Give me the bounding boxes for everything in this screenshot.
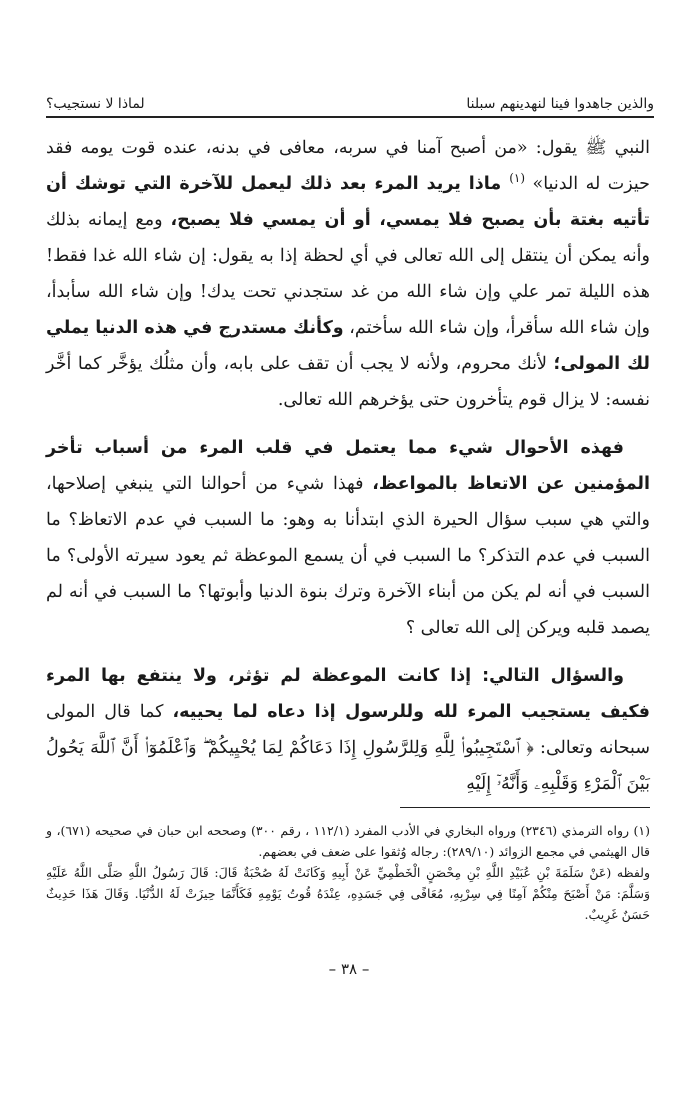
paragraph-1 — [46, 130, 650, 418]
p1-bold-1: ماذا يريد المرء بعد ذلك ليعمل للآخرة التي توشك أن تأتيه بغتة بأن يصبح فلا يمسي، أو أن يمسي فلا يصبح، — [46, 174, 650, 230]
header-rule — [46, 116, 654, 118]
running-head-book-title: والذين جاهدوا فينا لنهدينهم سبلنا — [466, 96, 654, 112]
footnote-1-hadith-text: ولفظه (عَنْ سَلَمَةَ بْنِ عُبَيْدِ اللَّهِ بْنِ مِحْصَنٍ الْخَطْمِيِّ عَنْ أَبِيهِ وَكَانَتْ لَهُ صُحْبَةٌ قَالَ: قَالَ رَسُولُ اللَّهِ صَلَّى اللَّهُ عَلَيْهِ وَسَلَّمَ: مَنْ أَصْبَحَ مِنْكُمْ آمِنًا فِي سِرْبِهِ، مُعَافًى فِي جَسَدِهِ، عِنْدَهُ قُوتُ يَوْمِهِ فَكَأَنَّمَا حِيزَتْ لَهُ الدُّنْيَا. وَقَالَ هَذَا حَدِيثٌ حَسَنٌ غَرِيبٌ. — [46, 865, 650, 922]
page-number: – ٣٨ – — [328, 960, 370, 978]
p2-bold-1: فهذه الأحوال شيء مما يعتمل في قلب المرء من أسباب تأخر المؤمنين عن الاتعاظ بالمواعظ، — [46, 438, 651, 494]
p3-text-1: كما قال المولى سبحانه وتعالى: ﴿ ٱسْتَجِيبُوا۟ لِلَّهِ وَلِلرَّسُولِ إِذَا دَعَاكُمْ لِمَا يُحْيِيكُمْ ۖ وَٱعْلَمُوٓا۟ أَنَّ ٱللَّهَ يَحُولُ بَيْنَ ٱلْمَرْءِ وَقَلْبِهِۦ وَأَنَّهُۥٓ إِلَيْهِ — [46, 702, 650, 794]
p1-text-3: لأنك محروم، ولأنه لا يجب أن تقف على بابه، وأن مثلُك يؤخَّر كما أخَّر نفسه: لا يزال قوم يتأخرون حتى يؤخرهم الله تعالى. — [46, 354, 650, 410]
paragraph-3 — [46, 658, 650, 802]
footnotes — [46, 820, 650, 925]
p1-text-1: النبي ﷺ يقول: «من أصبح آمنا في سربه، معافى في بدنه، عنده قوت يومه فقد حيزت له الدنيا» — [46, 138, 650, 194]
footnote-reference: (١) — [509, 171, 526, 186]
running-head — [46, 88, 654, 112]
footnote-rule — [400, 807, 650, 808]
paragraph-2 — [46, 430, 650, 646]
p1-text-2: ومع إيمانه بذلك وأنه يمكن أن ينتقل إلى الله تعالى في أي لحظة إذا به يقول: إن شاء الله غدا فقط! هذه الليلة تمر علي وإن شاء الله من غد ستجدني تحت يدك! وإن شاء الله سأبدأ، وإن شاء الله سأقرأ، وإن شاء الله سأختم، — [46, 210, 651, 338]
footnote-1-source: (١) رواه الترمذي (٢٣٤٦) ورواه البخاري في الأدب المفرد (١١٢/١ ، رقم ٣٠٠) وصححه ابن حبان في صحيحه (٦٧١)، و قال الهيثمي في مجمع الزوائد (٢٨٩/١٠): رجاله وُثقوا على ضعف في بعضهم. — [46, 823, 650, 859]
p2-text-1: فهذا شيء من أحوالنا التي ينبغي إصلاحها، والتي هي سبب سؤال الحيرة الذي ابتدأنا به وهو: ما السبب في عدم الاتعاظ؟ ما السبب في عدم التذكر؟ ما السبب في أن يسمع الموعظة ثم يعود سيرته الأولى؟ ما السبب في أنه لم يكن من أبناء الآخرة وترك بنوة الدنيا وأبوتها؟ ما السبب في أنه لم يصمد قلبه ويركن إلى الله تعالى ؟ — [46, 474, 650, 638]
p3-bold-1: والسؤال التالي: إذا كانت الموعظة لم تؤثر، ولا ينتفع بها المرء فكيف يستجيب المرء لله وللرسول إذا دعاه لما يحييه، — [46, 666, 651, 722]
main-text — [46, 130, 650, 802]
p1-bold-2: وكأنك مستدرج في هذه الدنيا يملي لك المولى؛ — [46, 318, 650, 374]
running-head-chapter-title: لماذا لا نستجيب؟ — [46, 96, 145, 112]
